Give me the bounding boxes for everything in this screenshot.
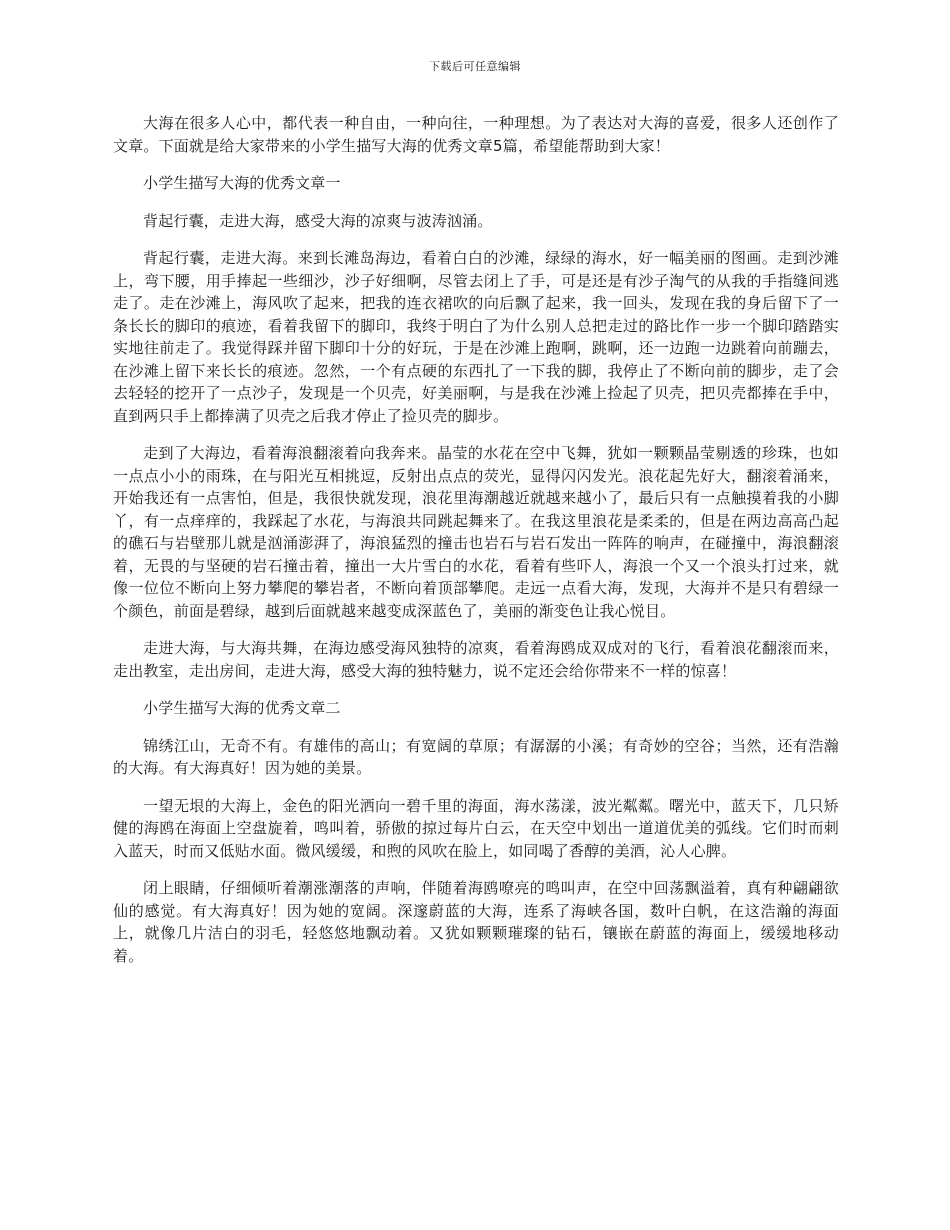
paragraph: 锦绣江山，无奇不有。有雄伟的高山；有宽阔的草原；有潺潺的小溪；有奇妙的空谷；当然，还有浩瀚的大海。有大海真好！因为她的美景。: [113, 736, 839, 777]
paragraph: 背起行囊，走进大海。来到长滩岛海边，看着白白的沙滩，绿绿的海水，好一幅美丽的图画。走到沙滩上，弯下腰，用手捧起一些细沙，沙子好细啊，尽管去闭上了手，可是还是有沙子淘气的从我的手指缝间逃走了。走在沙滩上，海风吹了起来，把我的连衣裙吹的向后飘了起来，我一回头，发现在我的身后留下了一条长长的脚印的痕迹，看着我留下的脚印，我终于明白了为什么别人总把走过的路比作一步一个脚印踏踏实实地往前走了。我觉得踩并留下脚印十分的好玩，于是在沙滩上跑啊，跳啊，还一边跑一边跳着向前蹦去，在沙滩上留下来长长的痕迹。忽然，一个有点硬的东西扎了一下我的脚，我停止了不断向前的脚步，走了会去轻轻的挖开了一点沙子，发现是一个贝壳，好美丽啊，与是我在沙滩上捡起了贝壳，把贝壳都捧在手中，直到两只手上都捧满了贝壳之后我才停止了捡贝壳的脚步。: [113, 249, 839, 425]
section-heading-2: 小学生描写大海的优秀文章二: [143, 699, 341, 717]
intro-paragraph: 大海在很多人心中，都代表一种自由，一种向往，一种理想。为了表达对大海的喜爱，很多人还创作了文章。下面就是给大家带来的小学生描写大海的优秀文章5篇，希望能帮助到大家！: [113, 114, 839, 155]
paragraph: 背起行囊，走进大海，感受大海的凉爽与波涛汹涌。: [143, 211, 493, 230]
paragraph: 闭上眼睛，仔细倾听着潮涨潮落的声响，伴随着海鸥嘹亮的鸣叫声，在空中回荡飘溢着，真有种翩翩欲仙的感觉。有大海真好！因为她的宽阔。深邃蔚蓝的大海，连系了海峡各国，数叶白帆，在这浩瀚的海面上，就像几片洁白的羽毛，轻悠悠地飘动着。又犹如颗颗璀璨的钻石，镶嵌在蔚蓝的海面上，缓缓地移动着。: [113, 879, 839, 965]
article-body: [113, 112, 839, 982]
paragraph: 走进大海，与大海共舞，在海边感受海风独特的凉爽，看着海鸥成双成对的飞行，看着浪花翻滚而来，走出教室，走出房间，走进大海，感受大海的独特魅力，说不定还会给你带来不一样的惊喜！: [113, 639, 839, 680]
section-heading-1: 小学生描写大海的优秀文章一: [143, 174, 341, 192]
paragraph: 走到了大海边，看着海浪翻滚着向我奔来。晶莹的水花在空中飞舞，犹如一颗颗晶莹剔透的珍珠，也如一点点小小的雨珠，在与阳光互相挑逗，反射出点点的荧光，显得闪闪发光。浪花起先好大，翻滚着涌来，开始我还有一点害怕，但是，我很快就发现，浪花里海潮越近就越来越小了，最后只有一点触摸着我的小脚丫，有一点痒痒的，我踩起了水花，与海浪共同跳起舞来了。在我这里浪花是柔柔的，但是在两边高高凸起的礁石与岩壁那儿就是汹涌澎湃了，海浪猛烈的撞击也岩石与岩石发出一阵阵的响声，在碰撞中，海浪翻滚着，无畏的与坚硬的岩石撞击着，撞出一大片雪白的水花，看着有些吓人，海浪一个又一个浪头打过来，就像一位位不断向上努力攀爬的攀岩者，不断向着顶部攀爬。走远一点看大海，发现，大海并不是只有碧绿一个颜色，前面是碧绿，越到后面就越来越变成深蓝色了，美丽的渐变色让我心悦目。: [113, 444, 839, 620]
page-header: 下载后可任意编辑: [429, 60, 521, 73]
paragraph: 一望无垠的大海上，金色的阳光洒向一碧千里的海面，海水荡漾，波光粼粼。曙光中，蓝天下，几只矫健的海鸥在海面上空盘旋着，鸣叫着，骄傲的掠过每片白云，在天空中划出一道道优美的弧线。它们时而刺入蓝天，时而又低贴水面。微风缓缓，和煦的风吹在脸上，如同喝了香醇的美酒，沁人心脾。: [113, 796, 839, 860]
